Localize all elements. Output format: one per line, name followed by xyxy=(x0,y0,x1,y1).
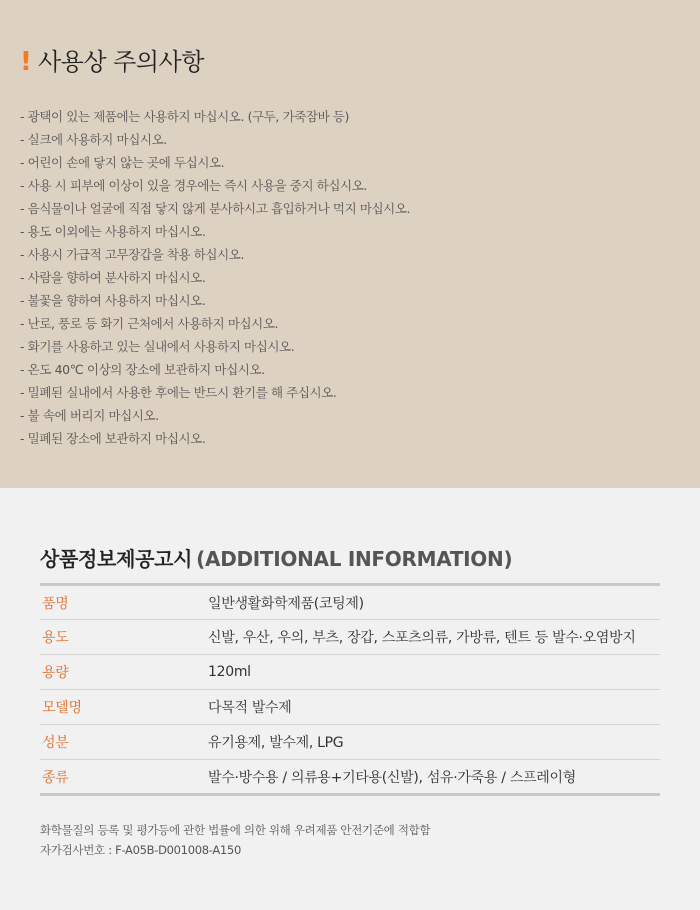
table-row xyxy=(40,725,660,760)
caution-item: - 광택이 있는 제품에는 사용하지 마십시오. (구두, 가죽잠바 등) xyxy=(20,109,349,124)
caution-item: - 어린이 손에 닿지 않는 곳에 두십시오. xyxy=(20,155,225,170)
caution-list xyxy=(20,105,680,450)
row-value: 신발, 우산, 우의, 부츠, 장갑, 스포츠의류, 가방류, 텐트 등 발수·오염방지 xyxy=(208,620,660,655)
row-label: 종류 xyxy=(42,769,69,786)
exclamation-icon: ! xyxy=(20,47,32,77)
safety-standard-note: 화학물질의 등록 및 평가등에 관한 법률에 의한 위해 우려제품 안전기준에 적합함 xyxy=(40,823,431,837)
row-value: 120ml xyxy=(208,655,660,690)
certification-notes xyxy=(40,820,660,860)
table-row xyxy=(40,690,660,725)
caution-item: - 밀폐된 실내에서 사용한 후에는 반드시 환기를 해 주십시오. xyxy=(20,385,337,400)
caution-heading xyxy=(20,44,680,80)
caution-item: - 난로, 풍로 등 화기 근처에서 사용하지 마십시오. xyxy=(20,316,279,331)
caution-item: - 밀폐된 장소에 보관하지 마십시오. xyxy=(20,431,206,446)
row-value: 다목적 발수제 xyxy=(208,690,660,725)
row-value: 일반생활화학제품(코팅제) xyxy=(208,585,660,620)
caution-item: - 화기를 사용하고 있는 실내에서 사용하지 마십시오. xyxy=(20,339,295,354)
row-label: 품명 xyxy=(40,585,208,620)
self-inspection-number: 자가검사번호 : F-A05B-D001008-A150 xyxy=(40,843,241,857)
row-label: 용량 xyxy=(40,655,208,690)
row-label: 용도 xyxy=(40,620,208,655)
row-value: 발수·방수용 / 의류용+기타용(신발), 섬유·가죽용 / 스프레이형 xyxy=(208,769,576,786)
product-info-table xyxy=(40,583,660,796)
caution-item: - 불 속에 버리지 마십시오. xyxy=(20,408,159,423)
table-row xyxy=(40,585,660,620)
caution-item: - 사람을 향하여 분사하지 마십시오. xyxy=(20,270,206,285)
caution-item: - 실크에 사용하지 마십시오. xyxy=(20,132,167,147)
caution-item: - 온도 40℃ 이상의 장소에 보관하지 마십시오. xyxy=(20,362,265,377)
table-row xyxy=(40,655,660,690)
product-info-section xyxy=(0,488,700,910)
caution-title: 사용상 주의사항 xyxy=(38,48,204,76)
table-row xyxy=(40,760,660,795)
product-info-title xyxy=(40,545,660,573)
caution-item: - 용도 이외에는 사용하지 마십시오. xyxy=(20,224,206,239)
caution-item: - 사용 시 피부에 이상이 있을 경우에는 즉시 사용을 중지 하십시오. xyxy=(20,178,367,193)
caution-item: - 음식물이나 얼굴에 직접 닿지 않게 분사하시고 흡입하거나 먹지 마십시오. xyxy=(20,201,411,216)
row-label: 모델명 xyxy=(40,690,208,725)
row-value: 유기용제, 발수제, LPG xyxy=(208,725,660,760)
caution-item: - 불꽃을 향하여 사용하지 마십시오. xyxy=(20,293,206,308)
row-label: 성분 xyxy=(40,725,208,760)
table-row xyxy=(40,620,660,655)
caution-item: - 사용시 가급적 고무장갑을 착용 하십시오. xyxy=(20,247,245,262)
product-info-subtitle: (ADDITIONAL INFORMATION) xyxy=(196,547,513,571)
product-info-title-text: 상품정보제공고시 xyxy=(40,547,193,571)
